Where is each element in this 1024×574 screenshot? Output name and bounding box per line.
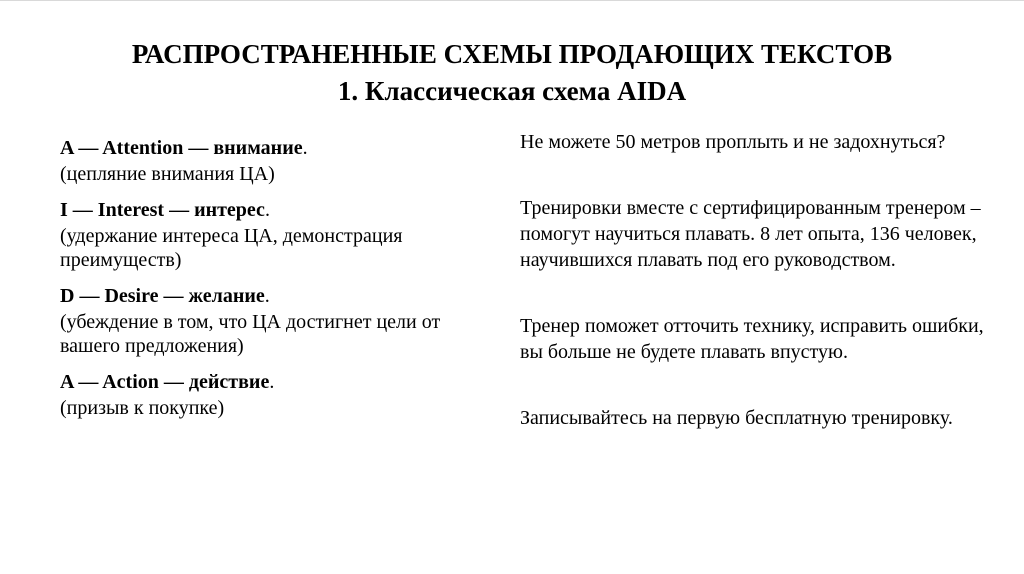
aida-lead: A — Attention — <box>60 137 214 159</box>
example-paragraph-interest: Тренировки вместе с сертифицированным тренером – помогут научиться плавать. 8 лет опыта, 136 человек, научившихся плавать под его руководством. <box>520 197 981 271</box>
aida-lead: D — Desire — <box>60 285 189 307</box>
aida-heading <box>60 370 490 394</box>
example-paragraph-attention: Не можете 50 метров проплыть и не задохнуться? <box>520 131 946 153</box>
aida-keyword: интерес <box>194 199 265 221</box>
slide-title <box>0 36 1024 110</box>
aida-item-desire <box>60 284 490 358</box>
aida-period: . <box>264 199 270 221</box>
aida-description: (удержание интереса ЦА, демонстрация преимуществ) <box>60 225 403 271</box>
aida-item-interest <box>60 198 490 272</box>
aida-period: . <box>302 137 308 159</box>
aida-description: (цепляние внимания ЦА) <box>60 163 275 185</box>
aida-item-attention <box>60 136 490 186</box>
aida-period: . <box>269 371 275 393</box>
aida-heading <box>60 198 490 222</box>
aida-lead: A — Action — <box>60 371 189 393</box>
slide-title-line1: РАСПРОСТРАНЕННЫЕ СХЕМЫ ПРОДАЮЩИХ ТЕКСТОВ <box>131 39 893 69</box>
aida-keyword: внимание <box>213 137 303 159</box>
aida-example-text <box>520 129 990 431</box>
example-paragraph-desire: Тренер поможет отточить технику, исправить ошибки, вы больше не будете плавать впустую. <box>520 315 984 363</box>
aida-period: . <box>264 285 270 307</box>
aida-list <box>60 136 490 432</box>
aida-heading <box>60 136 490 160</box>
aida-heading <box>60 284 490 308</box>
aida-description: (призыв к покупке) <box>60 397 225 419</box>
slide-top-border <box>0 0 1024 1</box>
aida-keyword: желание <box>188 285 265 307</box>
aida-description: (убеждение в том, что ЦА достигнет цели от вашего предложения) <box>60 311 441 357</box>
example-paragraph-action: Записывайтесь на первую бесплатную тренировку. <box>520 407 953 429</box>
aida-keyword: действие <box>188 371 270 393</box>
slide-title-line2: 1. Классическая схема AIDA <box>337 76 687 106</box>
aida-item-action <box>60 370 490 420</box>
aida-lead: I — Interest — <box>60 199 195 221</box>
